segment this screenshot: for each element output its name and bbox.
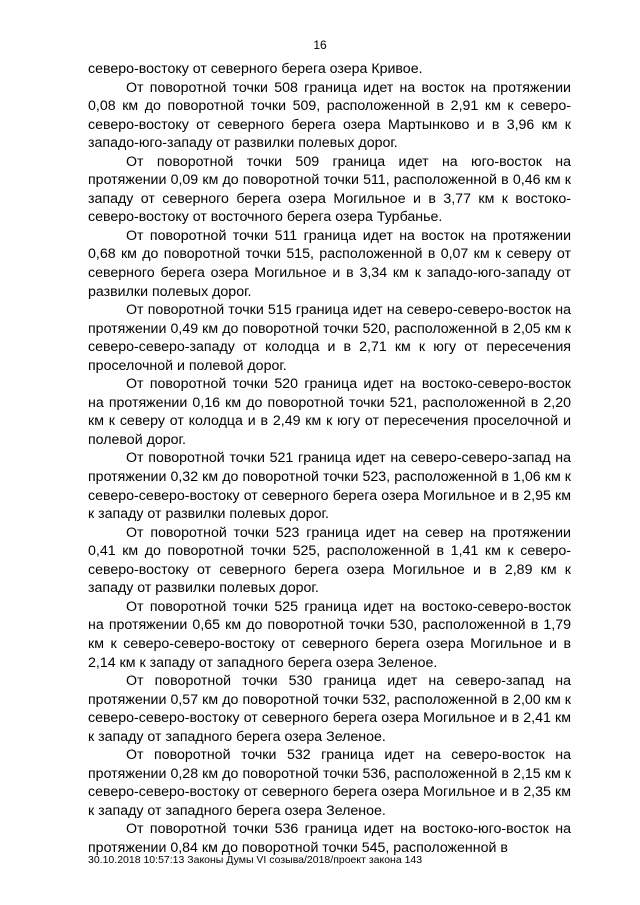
paragraph: От поворотной точки 536 граница идет на востоко-юго-восток на протяжении 0,84 км до поворотной точки 545, расположенной в [88,821,571,856]
paragraph: северо-востоку от северного берега озера Кривое. [88,61,423,77]
paragraph: От поворотной точки 508 граница идет на восток на протяжении 0,08 км до поворотной точки 509, расположенной в 2,91 км к северо-северо-востоку от северного берега озера Мартынково и в 3,96 км к западо-юго-западу от развилки полевых дорог. [88,79,571,152]
document-body [88,60,571,858]
paragraph: От поворотной точки 515 граница идет на северо-северо-восток на протяжении 0,49 км до поворотной точки 520, расположенной в 2,05 км к северо-северо-западу от колодца и в 2,71 км к югу от пересечения проселочной и полевой дорог. [88,302,571,374]
paragraph: От поворотной точки 523 граница идет на север на протяжении 0,41 км до поворотной точки 525, расположенной в 1,41 км к северо-северо-востоку от северного берега озера Могильное и в 2,89 км к западу от развилки полевых дорог. [88,524,571,597]
paragraph: От поворотной точки 525 граница идет на востоко-северо-восток на протяжении 0,65 км до поворотной точки 530, расположенной в 1,79 км к северо-северо-востоку от северного берега озера Могильное и в 2,14 км к западу от западного берега озера Зеленое. [88,598,571,671]
paragraph: От поворотной точки 521 граница идет на северо-северо-запад на протяжении 0,32 км до поворотной точки 523, расположенной в 1,06 км к северо-северо-востоку от северного берега озера Могильное и в 2,95 км к западу от развилки полевых дорог. [88,450,571,523]
paragraph: От поворотной точки 520 граница идет на востоко-северо-восток на протяжении 0,16 км до поворотной точки 521, расположенной в 2,20 км к северу от колодца и в 2,49 км к югу от пересечения проселочной и полевой дорог. [88,376,571,448]
paragraph: От поворотной точки 509 граница идет на юго-восток на протяжении 0,09 км до поворотной точки 511, расположенной в 0,46 км к западу от северного берега озера Могильное и в 3,77 км к востоко-северо-востоку от восточного берега озера Турбанье. [88,153,571,226]
paragraph: От поворотной точки 530 граница идет на северо-запад на протяжении 0,57 км до поворотной точки 532, расположенной в 2,00 км к северо-северо-востоку от северного берега озера Могильное и в 2,41 км к западу от западного берега озера Зеленое. [88,673,571,745]
paragraph: От поворотной точки 511 граница идет на восток на протяжении 0,68 км до поворотной точки 515, расположенной в 0,07 км к северу от северного берега озера Могильное и в 3,34 км к западо-юго-западу от развилки полевых дорог. [88,227,571,300]
page-number: 16 [313,38,327,52]
document-footer: 30.10.2018 10:57:13 Законы Думы VI созыва/2018/проект закона 143 [88,854,423,866]
paragraph: От поворотной точки 532 граница идет на северо-восток на протяжении 0,28 км до поворотной точки 536, расположенной в 2,15 км к северо-северо-востоку от северного берега озера Могильное и в 2,35 км к западу от западного берега озера Зеленое. [88,747,571,819]
